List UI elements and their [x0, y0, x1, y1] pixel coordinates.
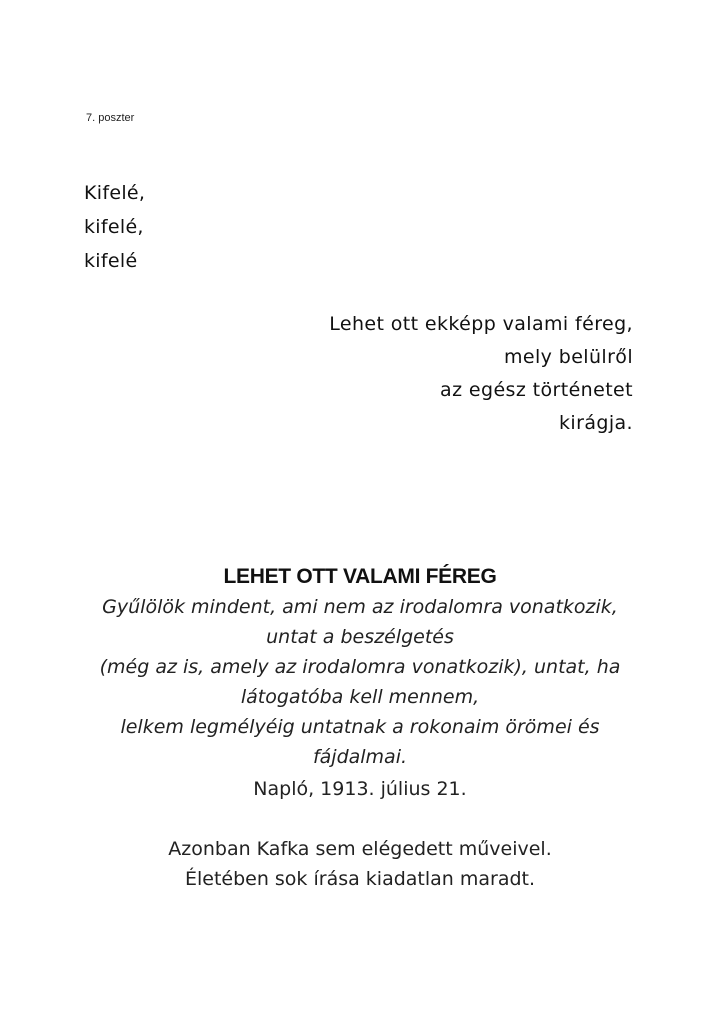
outward-repetition	[84, 176, 145, 278]
worm-quote-line: kirágja.	[559, 412, 633, 434]
poster-number-label: 7. poszter	[86, 112, 135, 124]
kafka-note-line: Azonban Kafka sem elégedett műveivel.	[168, 838, 552, 860]
kafka-note-line: Életében sok írása kiadatlan maradt.	[184, 868, 536, 890]
diary-quote-line: Gyűlölök mindent, ami nem az irodalomra vonatkozik,	[102, 596, 618, 618]
outward-line: Kifelé,	[84, 182, 146, 204]
main-title: LEHET OTT VALAMI FÉREG	[223, 565, 497, 588]
outward-line: kifelé,	[84, 216, 144, 238]
kafka-note	[90, 834, 630, 894]
worm-quote-line: Lehet ott ekképp valami féreg,	[329, 313, 633, 335]
diary-quote-line: lelkem legmélyéig untatnak a rokonaim örömei és	[120, 716, 600, 738]
diary-quote-line: fájdalmai.	[312, 746, 408, 768]
outward-line: kifelé	[84, 250, 138, 272]
main-text-block	[90, 562, 630, 894]
worm-quote-line: mely belülről	[503, 346, 633, 368]
diary-quote-line: untat a beszélgetés	[266, 626, 454, 648]
worm-quote	[329, 308, 633, 440]
diary-quote-line: (még az is, amely az irodalomra vonatkozik), untat, ha	[99, 656, 621, 678]
diary-quote-line: látogatóba kell mennem,	[240, 686, 480, 708]
diary-source: Napló, 1913. július 21.	[253, 778, 467, 800]
worm-quote-line: az egész történetet	[440, 379, 633, 401]
